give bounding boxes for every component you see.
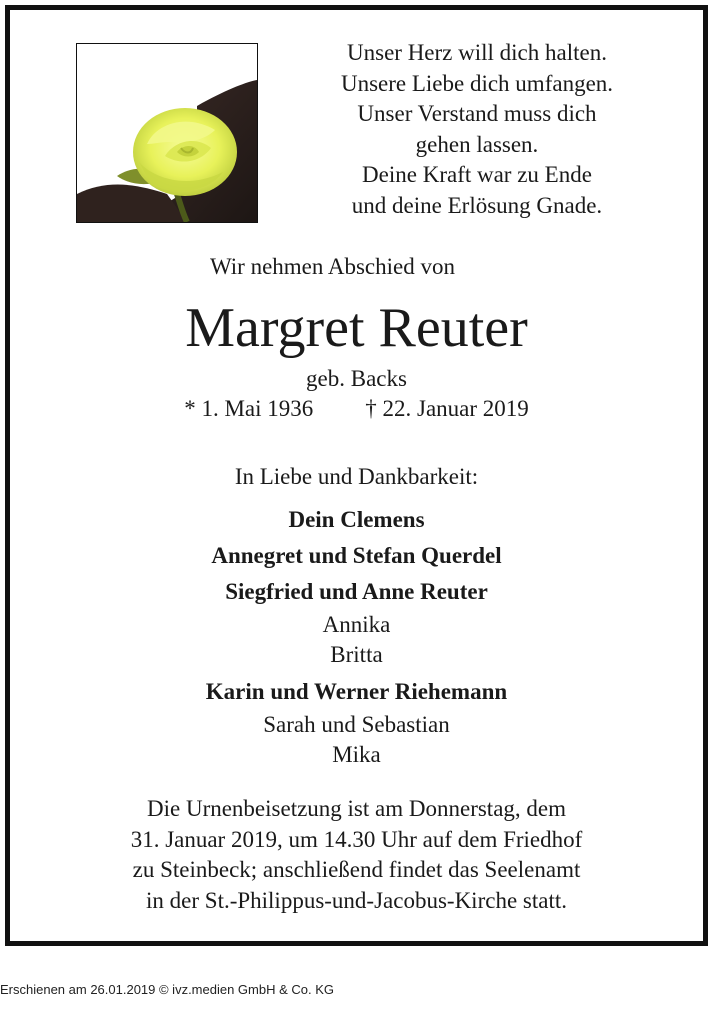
death-date: † 22. Januar 2019 — [365, 396, 529, 421]
poem-line: Unser Verstand muss dich — [357, 101, 597, 127]
mourners-list — [10, 462, 703, 770]
poem-line: Unsere Liebe dich umfangen. — [340, 70, 614, 96]
mourner-family: Dein Clemens — [288, 507, 425, 532]
mourner-family: Annegret und Stefan Querdel — [211, 543, 502, 568]
birth-name: geb. Backs — [306, 366, 407, 391]
mourner-name: Mika — [332, 742, 381, 767]
obituary-notice — [5, 5, 708, 946]
funeral-details-line: Die Urnenbeisetzung ist am Donnerstag, dem — [147, 796, 566, 821]
publication-footer: Erschienen am 26.01.2019 © ivz.medien GmbH & Co. KG — [0, 982, 335, 997]
rose-photo — [76, 43, 258, 223]
funeral-details — [10, 794, 703, 916]
mourner-family: Karin und Werner Riehemann — [205, 679, 508, 704]
poem — [280, 38, 674, 222]
life-dates — [10, 394, 703, 424]
poem-line: gehen lassen. — [415, 131, 539, 157]
funeral-details-line: zu Steinbeck; anschließend findet das Seelenamt — [132, 857, 581, 882]
mourner-name: Sarah und Sebastian — [263, 712, 450, 737]
deceased-name: Margret Reuter — [185, 297, 528, 359]
poem-line: Unser Herz will dich halten. — [347, 40, 607, 65]
farewell-intro: Wir nehmen Abschied von — [210, 254, 455, 279]
birth-date: * 1. Mai 1936 — [184, 396, 314, 421]
mourners-heading: In Liebe und Dankbarkeit: — [234, 464, 479, 489]
funeral-details-line: in der St.-Philippus-und-Jacobus-Kirche statt. — [146, 887, 567, 913]
funeral-details-line: 31. Januar 2019, um 14.30 Uhr auf dem Friedhof — [130, 826, 583, 852]
poem-line: und deine Erlösung Gnade. — [351, 192, 603, 218]
mourner-name: Britta — [330, 642, 383, 667]
poem-line: Deine Kraft war zu Ende — [362, 162, 592, 188]
rose-icon — [77, 44, 257, 222]
mourner-name: Annika — [322, 612, 391, 637]
mourner-family: Siegfried und Anne Reuter — [225, 579, 488, 604]
